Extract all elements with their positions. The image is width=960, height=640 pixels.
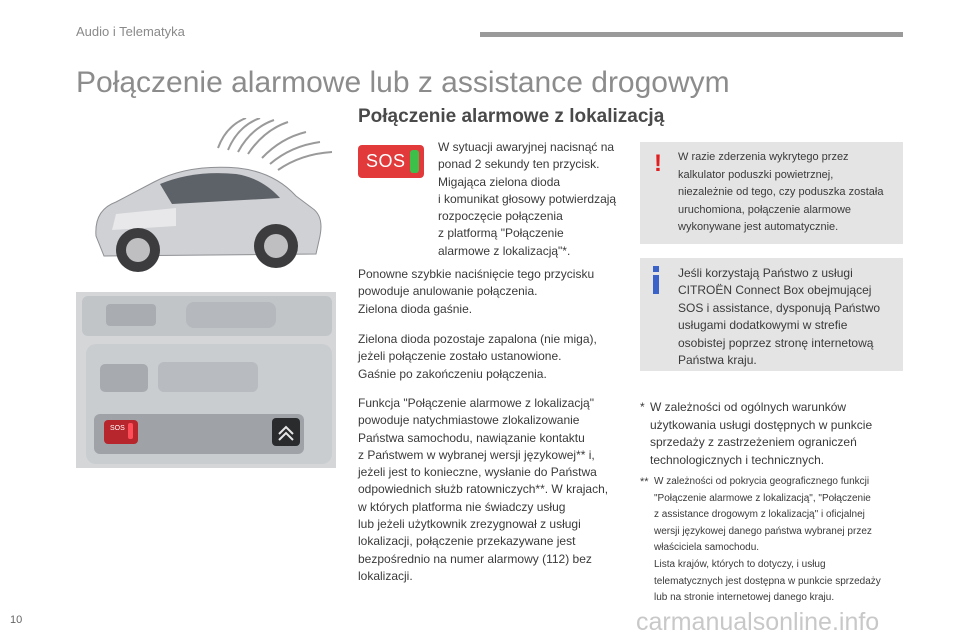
text-line: CITROËN Connect Box obejmującej (678, 283, 872, 298)
text-line: i komunikat głosowy potwierdzają (438, 191, 617, 206)
text-line: W zależności od pokrycia geograficznego funkcji (654, 476, 870, 487)
text-line: Zielona dioda gaśnie. (358, 301, 473, 316)
page-number: 10 (10, 614, 23, 626)
section-label: Audio i Telematyka (76, 24, 185, 39)
text-line: osobistej poprzez stronę internetową (678, 335, 874, 350)
text-line: bezpośrednio na numer alarmowy (112) bez (358, 551, 592, 566)
text-line: rozpoczęcie połączenia (438, 209, 563, 224)
text-line: uruchomiona, połączenie alarmowe (678, 203, 852, 216)
text-line: kalkulator poduszki powietrznej, (678, 168, 834, 181)
text-line: jeżeli połączenie zostało ustanowione. (358, 349, 562, 364)
header-bar (480, 32, 903, 37)
text-line: wersji językowej danego państwa wybranej przez (654, 525, 872, 537)
text-line: Funkcja "Połączenie alarmowe z lokalizacją" (358, 396, 594, 410)
footnote-2 (640, 474, 902, 607)
section-subtitle: Połączenie alarmowe z lokalizacją (358, 106, 665, 127)
text-line: sprzedaży z zastrzeżeniem ograniczeń (650, 435, 857, 450)
text-line: Państwa samochodu, nawiązanie kontaktu (358, 430, 585, 445)
dashboard-illustration (76, 292, 336, 468)
function-paragraph (358, 395, 633, 585)
car-illustration (76, 118, 338, 280)
text-line: jeżeli jest to konieczne, wysłanie do Państwa (358, 465, 597, 480)
text-line: Ponowne szybkie naciśnięcie tego przycisku (358, 267, 595, 281)
text-line: technologicznych i technicznych. (650, 452, 825, 467)
text-line: SOS i assistance, dysponują Państwo (678, 300, 881, 315)
sos-status-led (410, 150, 419, 173)
info-icon (651, 266, 663, 294)
text-line: lub jeżeli użytkownik zrezygnował z usługi (358, 517, 581, 532)
text-line: lokalizacji, połączenie przekazywane jest (358, 534, 576, 549)
text-line: z assistance drogowym z lokalizacją" i oficjalnej (654, 509, 865, 521)
dashboard-sos-label: SOS (110, 425, 125, 432)
footnote-1 (640, 399, 902, 469)
footnote-marker: ** (640, 476, 649, 488)
text-line: Zielona dioda pozostaje zapalona (nie miga), (358, 332, 597, 346)
sos-button-label: SOS (366, 151, 406, 171)
sos-button[interactable] (358, 145, 424, 178)
established-paragraph (358, 331, 628, 383)
text-line: użytkowania usługi dostępnych w punkcie (650, 417, 873, 432)
text-line: powoduje anulowanie połączenia. (358, 284, 538, 299)
info-text (678, 265, 900, 369)
text-line: właściciela samochodu. (654, 542, 760, 554)
watermark: carmanualsonline.info (636, 608, 880, 636)
text-line: Migająca zielona dioda (438, 174, 561, 189)
text-line: wykonywane jest automatycznie. (678, 221, 839, 233)
text-line: Jeśli korzystają Państwo z usługi (678, 266, 853, 280)
text-line: telematycznych jest dostępna w punkcie sprzedaży (654, 575, 881, 587)
text-line: Państwa kraju. (678, 353, 757, 368)
intro-paragraph (438, 139, 630, 260)
text-line: w których platforma nie świadczy usług (358, 499, 566, 514)
text-line: "Połączenie alarmowe z lokalizacją", "Połączenie (654, 492, 871, 504)
cancel-paragraph (358, 266, 628, 318)
text-line: Lista krajów, których to dotyczy, i usług (654, 558, 826, 570)
text-line: W sytuacji awaryjnej nacisnąć na (438, 140, 615, 154)
text-line: niezależnie od tego, czy poduszka została (678, 186, 884, 198)
warning-icon: ! (654, 150, 662, 177)
page-title: Połączenie alarmowe lub z assistance drogowym (76, 66, 730, 99)
text-line: z platformą "Połączenie (438, 226, 564, 241)
text-line: powoduje natychmiastowe zlokalizowanie (358, 413, 580, 428)
text-line: lokalizacji. (358, 568, 413, 583)
footnote-marker: * (640, 400, 645, 414)
text-line: alarmowe z lokalizacją"*. (438, 243, 571, 258)
text-line: usługami dodatkowymi w strefie (678, 318, 848, 333)
text-line: ponad 2 sekundy ten przycisk. (438, 157, 600, 172)
text-line: Gaśnie po zakończeniu połączenia. (358, 366, 547, 381)
text-line: odpowiednich służb ratowniczych**. W krajach, (358, 482, 609, 497)
warning-text (678, 149, 900, 237)
text-line: W zależności od ogólnych warunków (650, 400, 847, 414)
text-line: lub na stronie internetowej danego kraju. (654, 592, 835, 604)
text-line: z Państwem w wybranej wersji językowej** i, (358, 447, 595, 462)
text-line: W razie zderzenia wykrytego przez (678, 151, 849, 163)
